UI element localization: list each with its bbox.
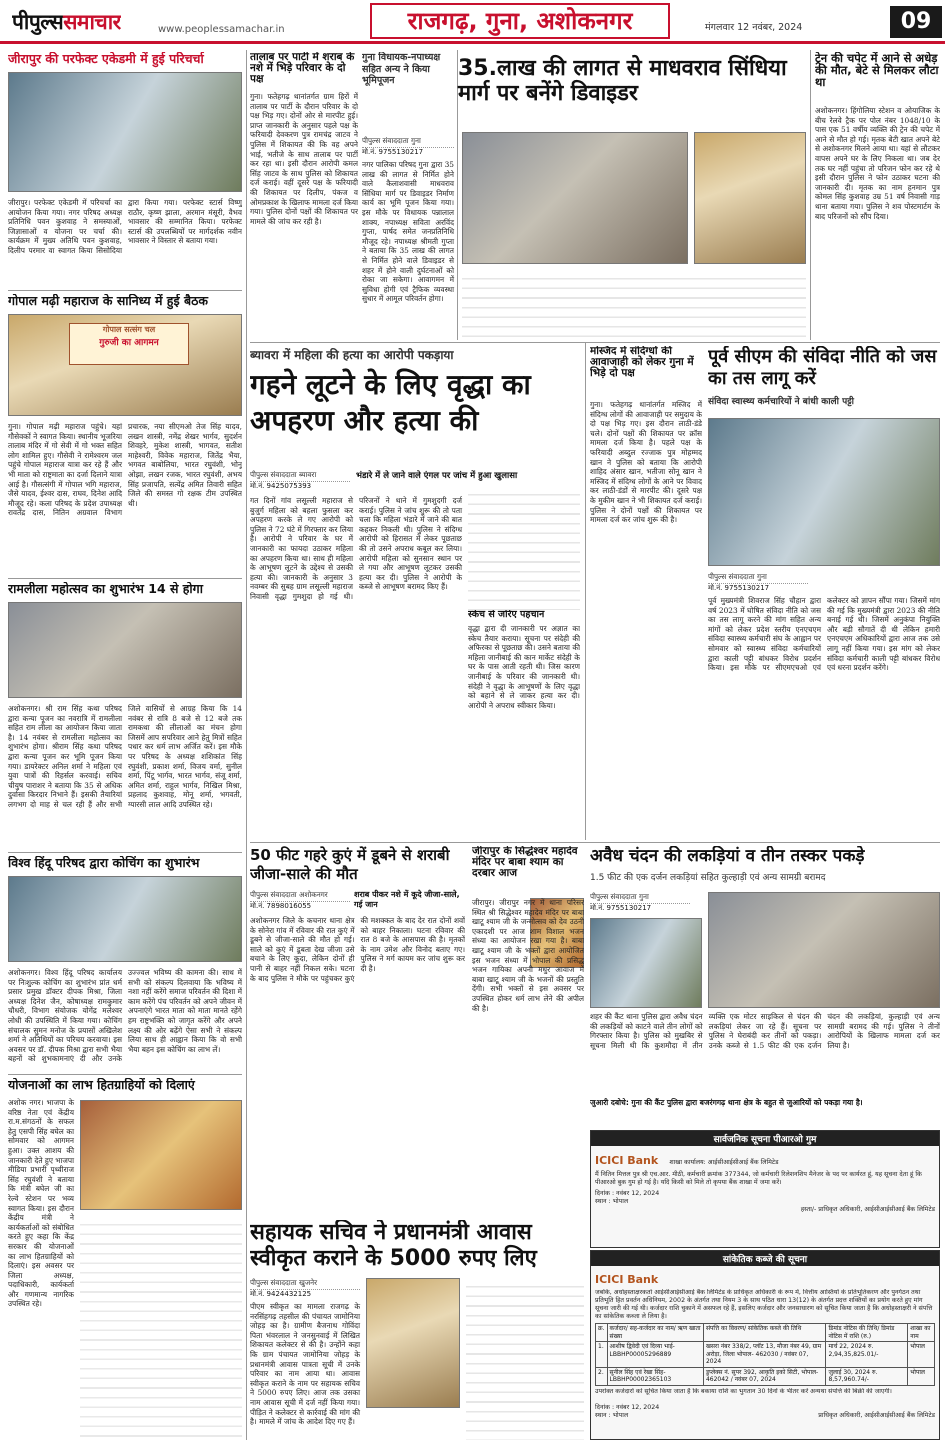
table-cell: भोपाल [908,1342,935,1368]
table-header: क्र. [596,1324,608,1342]
news-photo [462,132,688,264]
headline: ट्रेन की चपेट में आने से अधेड़ की मौत, बेटे से मिलकर लौटा था [815,52,939,90]
headline: गहने लूटने के लिए वृद्धा का अपहरण और हत्या की [250,368,531,437]
headline: जीरापुर के सिद्धेश्वर महादेव मंदिर पर बाबा श्याम का दरबार आज [472,846,578,880]
subhead: शराब पीकर नशे में कूदे जीजा-साले, गई जान [354,890,460,909]
byline: पीपुल्स संवाददाता अशोकनगर [250,890,350,902]
photo-banner-text: गुरुजी का आगमन [99,338,159,348]
notice-signature: हस्ता/- प्राधिकृत अधिकारी, आईसीआईसीआई बैंक लिमिटेड [800,1206,935,1213]
article-ramlila [8,582,242,850]
byline: पीपुल्स संवाददाता खुजनेर [250,1278,360,1290]
table-cell: 2. [596,1367,608,1385]
article-body: जीरापुर। जीरापुर नगर में थाना परिसर स्थित श्री सिद्धेश्वर महादेव मंदिर पर बाबा खाटू श्याम जी के जन्मोत्सव को देव उठनी एकादशी पर आज शाम विशाल भजन संध्या का आयोजन रखा गया है। बाबा खाटू श्याम जी के भक्तों द्वारा आयोजित इस भजन संध्या में भोपाल की प्रसिद्ध भजन गायिका अपनी मधुर आवाज में बाबा खाटू श्याम जी के भजनों की प्रस्तुति देंगी। सभी भक्तों से इस अवसर पर उपस्थित होकर धर्म लाभ लेने की अपील की है। [472,898,584,1013]
news-photo [708,418,940,566]
headline: अवैध चंदन की लकड़ियां व तीन तस्कर पकड़े [590,846,865,866]
table-cell: आशीष द्विवेदी एवं दिव्या भाई- LBBHP00005296889 [607,1342,703,1368]
table-header: शाखा का नाम [908,1324,935,1342]
headline: योजनाओं का लाभ हितग्राहियों को दिलाएं [8,1078,195,1092]
article-samvida-niti [708,346,940,840]
article-sahayak-sachiv [250,1220,584,1440]
notice-date: दिनांक : नवंबर 12, 2024 [595,1190,660,1197]
article-train-accident [815,52,940,340]
mobile-number: मो.नं. 9755130217 [590,904,652,912]
table-cell: डुप्लेक्स नं. सुपर 392, आकृति इको सिटी, भोपाल- 462042 / नवंबर 07, 2024 [703,1367,825,1385]
notice-date: दिनांक : नवंबर 12, 2024 [595,1403,660,1411]
news-photo [80,1100,242,1210]
bank-logo: ICICI Bank [595,1154,659,1167]
article-vhp-coaching [8,856,242,1072]
article-talab-party [250,52,358,340]
article-body: अशोक नगर। भाजपा के वरिष्ठ नेता एवं केंद्रीय रा.म.संगठनों के सफल हेतु एसपी सिंह बघेल का सोमवार को आगमन हुआ। उक्त आशय की जानकारी देते हुए भाजपा मीडिया प्रभारी पृथ्वीराज सिंह रघुवंशी ने बताया कि मंत्री बघेल जी का रेल्वे स्टेशन पर भव्य स्वागत किया। इस दौरान केंद्रीय मंत्री ने कार्यकर्ताओं को संबोधित करते हुए कहा कि केंद्र सरकार की योजनाओं का लाभ हितग्राहियों को दिलाएं। इस अवसर पर जिला अध्यक्ष, पदाधिकारी, कार्यकर्ता और गणमान्य नागरिक उपस्थित रहे। [8,1098,74,1309]
page-number: 09 [890,6,942,38]
article-body: अशोकनगर। विश्व हिंदू परिषद कार्यालय पर निःशुल्क कोचिंग का शुभारंभ प्रांत धर्म प्रसार प्रमुख डॉक्टर दीपक मिश्रा, जिला अध्यक्ष दिनेश जैन, कोषाध्यक्ष रामकुमार चौधरी, विभाग संयोजक योगेंद्र मलेश्वर लोधी की उपस्थिति में किया गया। कोचिंग संचालक सुमन मनोज के प्रयासों अखिलेश शर्मा ने अतिथियों का परिचय करवाया। इस अवसर पर डॉ. दीपक मिश्रा द्वारा सभी भैया बहनों को शुभकामनाएं दी और उनके उज्ज्वल भविष्य की कामना की। साथ में सभी को संकल्प दिलवाया कि भविष्य में नशा नहीं करेंगे समाज परिवर्तन की दिशा में काम करेंगे पंच परिवर्तन को अपने जीवन में अपनाएंगे भारत माता को माता मानते रहेंगे हम राष्ट्रभक्ति को जागृत करेंगे और अपने लक्ष्य की ओर बढ़ेंगे ऐसा सभी ने संकल्प लिया साथ ही आह्वान किया कि वो सभी भैया बहन इस कोचिंग का लाभ लें। [8,968,242,1064]
masthead [0,0,945,44]
article-body: गुना। फतेहगढ़ थानांतर्गत ग्राम हिरों में तालाब पर पार्टी के दौरान परिवार के दो पक्ष भिड़ गए। दोनों ओर से मारपीट हुई। प्राप्त जानकारी के अनुसार पहले पक्ष के फरियादी देवकरण पुत्र रामचंद्र जाटव ने पुलिस में शिकायत की कि वह अपने भाई, भतीजे के साथ तालाब पर पार्टी कर रहा था। इसी दौरान आरोपी कमल सिंह जाटव के साथ पुलिस को शिकायत दर्ज कराई। वहीं दूसरे पक्ष के फरियादी की शिकायत पर दिलीप, पंकज व ओमप्रकाश के खिलाफ मामला दर्ज किया गया। पुलिस दोनों पक्षों की शिकायत पर मामले की जांच कर रही है। [250,92,358,226]
byline: पीपुल्स संवाददाता ब्यावरा [250,470,350,482]
news-photo [708,892,940,1008]
article-body: पूर्व मुख्यमंत्री शिवराज सिंह चौहान द्वारा वर्ष 2023 में घोषित संविदा नीति को जस का तस लागू करने की मांग सहित अन्य मांगों को लेकर प्रदेश स्तरीय एनएचएम संविदा स्वास्थ्य कर्मचारी संघ के आह्वान पर सोमवार को स्वास्थ्य संविदा कर्मचारियों द्वारा काली पट्टी बांधकर विरोध प्रदर्शन किया। इस मौके पर सीएमएचओ एवं कलेक्टर को ज्ञापन सौंपा गया। जिसमें मांग की गई कि मुख्यमंत्री द्वारा 2023 की नीति बनाई गई थी। जिसमें अनुकंपा नियुक्ति और बड़ी सौगातें दी थी लेकिन हमारी एनएचएम अधिकारियों द्वारा आज तक उसे लागू नहीं किया गया। इस मांग को लेकर संविदा कर्मचारी काली पट्टी बांधकर विरोध एवं धरना प्रदर्शन करेंगे। [708,596,940,673]
headline: स्केच से जरिए पहचान [468,610,545,620]
bank-office: शाखा कार्यालय: आईसीआईसीआई बैंक लिमिटेड [669,1159,779,1166]
news-photo [8,602,242,698]
article-body: अशोकनगर जिले के कचनार थाना क्षेत्र के सोनेरा गांव में रविवार की रात कुएं में डूबने से जीजा-साले की मौत हो गई। साले को कुएं में डूबता देख जीजा उसे बचाने के लिए कूदा, लेकिन दोनों ही पानी से बाहर नहीं निकल सके। घटना के बाद पुलिस ने मौके पर पहुंचकर कुएं की मशक्कत के बाद देर रात दोनों शवों को बाहर निकाला। घटना रविवार की रात 8 बजे के आसपास की है। मृतकों के नाम उमेश और विनोद बताए गए। पुलिस ने मर्ग कायम कर जांच शुरू कर दी है। [250,916,465,983]
table-header-row [596,1324,935,1342]
photo-banner-text: गोपाल सत्संग चल [102,325,156,334]
article-chandan-taskar [590,846,940,1096]
news-photo [8,876,242,962]
text-filler [462,270,806,342]
article-body: गत दिनों गांव लसूल्ली महाराज से बुजुर्ग महिला को बहला फुसला कर अपहरण करके ले गए आरोपी को पुलिस ने 72 घंटे में गिरफ्तार कर लिया है। आरोपी ने परिवार के घर में जानकारी का फायदा उठाकर महिला का अपहरण किया था। साथ ही महिला के आभूषण लूटने के उद्देश्य से उसकी हत्या की। जानकारी के अनुसार 3 नवम्बर की सुबह ग्राम लसूल्ली महाराज निवासी वृद्धा गुमशुदा हो गई थी। परिजनों ने थाने में गुमशुदगी दर्ज कराई। पुलिस ने जांच शुरू की तो पता चला कि महिला भंडारे में जाने की बात कहकर निकली थी। पुलिस ने संदिग्ध आरोपी को हिरासत में लेकर पूछताछ की तो उसने अपराध कबूल कर लिया। आरोपी महिला को सुनसान स्थान पर ले गया और आभूषण लूटकर उसकी हत्या कर दी। पुलिस ने आरोपी के कब्जे से आभूषण बरामद किए हैं। [250,496,462,601]
byline: पीपुल्स संवाददाता गुना [362,136,454,148]
mobile-number: मो.नं. 9755130217 [362,148,424,156]
article-body: शहर की कैंट थाना पुलिस द्वारा अवैध चंदन की लकड़ियों को काटने वाले तीन लोगों को गिरफ्तार किया है। पुलिस को मुखबिर से सूचना मिली थी कि कुशमौदा में तीन व्यक्ति एक मोटर साइकिल से चंदन की लकड़ियां लेकर जा रहे हैं। सूचना पर पुलिस ने घेराबंदी कर तीनों को पकड़ा। उनके कब्जे से 1.5 फीट की एक दर्जन चंदन की लकड़ियां, कुल्हाड़ी एवं अन्य सामग्री बरामद की गई। पुलिस ने तीनों आरोपियों के खिलाफ मामला दर्ज कर लिया है। [590,1012,940,1050]
bank-logo: ICICI Bank [595,1273,659,1286]
public-notice-possession [590,1250,940,1440]
region-heading: राजगढ़, गुना, अशोकनगर [370,3,670,39]
table-cell: खसरा नंबर 338/2, प्लॉट 13, मौजा नंबर 49, ग्राम अरोड़ा, जिला भोपाल- 462030 / नवंबर 07, 2024 [703,1342,825,1368]
article-gopal-madhi [8,294,242,574]
news-photo [366,1278,460,1408]
article-masjid [590,346,702,840]
table-cell: मार्च 22, 2024 रु. 2,94,35,825.01/- [826,1342,908,1368]
article-divider [362,52,806,342]
issue-date: मंगलवार 12 नवंबर, 2024 [705,22,803,33]
public-notice-pro [590,1130,940,1248]
article-body: जीरापुर। परफेक्ट एकेडमी में परिचर्चा का आयोजन किया गया। नगर परिषद अध्यक्ष प्रतिनिधि पवन कुशवाह ने समस्याओं, जिज्ञासाओं व योजना पर चर्चा की। कार्यक्रम में मुख्य अतिथि पवन कुशवाह, दिलीप परमार वा स्वागत किया सिसोदिया द्वारा किया गया। परफेक्ट स्टार्स विष्णु राठौर, कृष्ण झाला, अरमान मंसूरी, वैभव भावसार की सम्मानित किया। परफेक्ट स्टार्स की उपलब्धियों पर मार्गदर्शक नवीन भावसार ने विस्तार से बताया गया। [8,198,242,255]
table-cell: सुनील सिंह एवं रेखा सिंह- LBBHP00002365103 [607,1367,703,1385]
mobile-number: मो.नं. 9755130217 [708,584,770,592]
notice-title: सार्वजनिक सूचना पीआरओ गुम [591,1131,939,1146]
photo-caption: जुआरी दबोचे: गुना की कैंट पुलिस द्वारा बजरंगगढ़ थाना क्षेत्र के बहुत से जुआरियों को पकड़ा गया है। [590,1098,863,1107]
table-header: डिमांड नोटिस की तिथि/ डिमांड नोटिस में राशि (रु.) [826,1324,908,1342]
news-photo [694,132,806,264]
headline: विश्व हिंदू परिषद द्वारा कोचिंग का शुभारंभ [8,856,200,870]
headline: तालाब पर पार्टी में शराब के नशे में भिड़े परिवार के दो पक्ष [250,52,355,86]
notice-signature: प्राधिकृत अधिकारी, आईसीआईसीआई बैंक लिमिटेड [818,1411,935,1419]
headline: 35.लाख की लागत से माधवराव सिंधिया मार्ग पर बनेंगे डिवाइडर [458,56,787,106]
kicker: ब्यावरा में महिला की हत्या का आरोपी पकड़ाया [250,348,454,362]
possession-table [595,1323,935,1386]
notice-footer: उपरोक्त कर्जदारों को सूचित किया जाता है कि बकाया राशि का भुगतान 30 दिनों के भीतर करें अन्यथा संपत्ति की बिक्री की जाएगी। [595,1387,892,1395]
article-baba-shyam [472,846,584,1216]
article-yojana-labh [8,1078,242,1440]
headline: रामलीला महोत्सव का शुभारंभ 14 से होगा [8,582,203,596]
article-body: नगर पालिका परिषद गुना द्वारा 35 लाख की लागत से निर्मित होने वाले कैलाशवासी माधवराव सिंधिया मार्ग पर डिवाइडर निर्माण कार्य का भूमि पूजन किया गया। इस मौके पर विधायक पन्नालाल शाक्य, नपाध्यक्ष सविता अरविंद गुप्ता, पार्षद समेत जनप्रतिनिधि मौजूद रहे। नपाध्यक्ष श्रीमती गुप्ता ने बताया कि 35 लाख की लागत से निर्मित होने वाले डिवाइडर से शहर में होने वाली दुर्घटनाओं को रोका जा सकेगा। आवागमन में सुविधा होगी एवं ट्रैफिक व्यवस्था सुधार में आमूल परिवर्तन होगा। [362,160,454,304]
mobile-number: मो.नं. 9425075393 [250,482,312,490]
article-perfect-academy [8,52,242,290]
mobile-number: मो.नं. 7898016055 [250,902,312,910]
news-photo [8,314,242,416]
article-body: अशोकनगर। श्री राम सिंह कथा परिषद द्वारा कन्या पूजन का नवरात्रि में रामलीला सहित राम लीला का आयोजन किया जाता है। 14 नवंबर से रामलीला महोत्सव का शुभारंभ होगा। श्रीराम सिंह कथा परिषद द्वारा कन्या पूजन कर भूमि पूजन किया गया। डायरेक्टर अनिल शर्मा ने महिला एवं युवा पात्रों की रिहर्सल करवाई। सचिव चीयुष पाराशर ने बताया कि 35 से अधिक दुर्वासा किरदार निभाने हैं। इसकी तैयारियां लगभग दो माह से चल रही हैं और सभी जिले वासियों से आग्रह किया कि 14 नवंबर से रात्रि 8 बजे से 12 बजे तक रामकथा की लीलाओं का मंचन होगा जिसमें आप सपरिवार आने हेतु मित्रों सहित पधार कर धर्म लाभ अर्जित करें। इस मौके पर परिषद के अध्यक्ष शशिकांत सिंह रघुवंशी, प्रकाश शर्मा, विजय वर्मा, सुनील शर्मा, पिंटू भार्गव, भारत भार्गव, संजू शर्मा, अमित शर्मा, राहुल भार्गव, निखिल मिश्रा, प्रहलाद कुशवाह, मोनू शर्मा, भगवती, ग्यारसी लाल आदि उपस्थित रहे। [8,704,242,809]
headline: पूर्व सीएम की संविदा नीति को जस का तस लागू करें [708,346,937,389]
table-cell: भोपाल [908,1367,935,1385]
headline: गोपाल मढ़ी महाराज के सानिध्य में हुई बैठक [8,294,208,308]
table-cell: जुलाई 30, 2024 रु. 8,57,960.74/- [826,1367,908,1385]
article-body: पीएम स्वीकृत का मामला राजगढ़ के नरसिंहगढ़ तहसील की पंचायत जामोनिया जोहड़ का है। ग्रामीण बैजनाथ गोविंदा पिता भंवरलाल ने जनसुनवाई में लिखित शिकायत कलेक्टर से की है। उन्होंने कहा कि ग्राम पंचायत जामोनिया जोहड़ के प्रधानमंत्री आवास पात्रता सूची में उनके परिवार का नाम आया था। आवास स्वीकृत कराने के नाम पर सहायक सचिव ने 5000 रुपए लिए। आज तक उसका नाम आवास सूची में दर्ज नहीं किया गया। पीड़ित ने कलेक्टर से कार्रवाई की मांग की है। मामले में जांच के आदेश दिए गए हैं। [250,1302,360,1427]
notice-place: स्थान : भोपाल [595,1411,629,1419]
table-row [596,1367,935,1385]
notice-title: सांकेतिक कब्जे की सूचना [591,1251,939,1266]
website-url[interactable]: www.peoplessamachar.in [158,24,285,35]
table-header: संपत्ति का विवरण/ सांकेतिक कब्जे की तिथि [703,1324,825,1342]
table-cell: 1. [596,1342,608,1368]
newspaper-logo: पीपुल्ससमाचार [12,10,121,34]
headline: जीरापुर की परफेक्ट एकेडमी में हुई परिचर्चा [8,52,204,66]
headline: सहायक सचिव ने प्रधानमंत्री आवास स्वीकृत कराने के 5000 रुपए लिए [250,1220,537,1271]
text-filler [80,1216,242,1440]
article-kuan-doobna [250,846,465,1216]
article-sketch [468,610,580,836]
notice-body: मैं नितिन मित्तल पुत्र श्री एच.आर. मीठी, कर्मचारी क्रमांक 377344, जो कर्मचारी रिलेशनशिप मैनेजर के पद पर कार्यरत हूं, यह सूचना देता हूं कि पीआरओ बुक गुम हो गई है। यदि किसी को मिले तो कृपया बैंक शाखा में जमा करें। [595,1171,922,1186]
article-body: गुना। गोपाल मढ़ी महाराज पहुंचे। यहां गौसेवकों ने स्वागत किया। स्थानीय भूजरिया तालाब मंदिर में गो सेवी में गो भक्त सहित लोग शामिल हुए। गौसेवी ने रामेश्वरम जल पहुंचे गोपाल महाराज यात्रा कर रहे हैं और भी माता को राष्ट्रमाता का दर्जा दिलाने यात्रा आई है। गौसत्संगी में गोपाल भगि महाराज, जैसे यादव, ईश्वर दास, राघव, दिनेश आदि मौजूद रहे। कला परिषद के प्रदेश उपाध्यक्ष रावर्तेंद्र दास, नितिन अग्रवाल विभाग प्रचारक, नया सीएमओ तेज सिंह यादव, लखन शास्त्री, नमेंद्र शेखर भार्गव, सुदर्शन शिवहरे, मुकेश शास्त्री, भागवत, सतीश माहेश्वरी, विवेक महाराज, जितेंद्र भैया, भगवत बाबोलिया, भारत रघुवंशी, भोनू ओझा, लखन रजक, भारत रघुवंशी, अभय सिंह प्रजापति, सत्येंद्र अमित तिवारी सहित जिले की समस्त गो रक्षक टीम उपस्थित थी। [8,422,242,518]
news-photo [8,72,242,192]
subtitle: संविदा स्वास्थ्य कर्मचारियों ने बांधी काली पट्टी [708,397,854,407]
kicker: गुना विधायक-नपाध्यक्ष सहित अन्य ने किया भूमिपूजन [362,52,441,86]
table-row [596,1342,935,1368]
headline: मस्जिद में संदिग्धों की आवाजाही को लेकर गुना में भिड़े दो पक्ष [590,346,694,380]
mobile-number: मो.नं. 9424432125 [250,1290,312,1298]
subtitle: 1.5 फीट की एक दर्जन लकड़ियां सहित कुल्हाड़ी एवं अन्य सामग्री बरामद [590,873,826,883]
byline: पीपुल्स संवाददाता गुना [708,572,808,584]
table-header: कर्जदार/ सह-कर्जदार का नाम/ ऋण खाता संख्या [607,1324,703,1342]
news-photo [590,918,702,1008]
subhead: भंडारे में ले जाने वाले एंगल पर जांच में हुआ खुलासा [356,471,518,481]
byline: पीपुल्स संवाददाता गुना [590,892,690,904]
notice-place: स्थान : भोपाल [595,1198,629,1205]
article-body: गुना। फतेहगढ़ थानांतर्गत मस्जिद में संदिग्ध लोगों की आवाजाही पर समुदाय के दो पक्ष भिड़ गए। इस दौरान लाठी-डंडे चले। दोनों पक्षों की शिकायत पर क्रॉस मामला दर्ज किया है। पहले पक्ष के फरियादी अब्दुल रज्जाक पुत्र मोहम्मद खान ने पुलिस को बताया कि आरोपी शाहिद अंसार खान, भतीजा सोनू खान ने मस्जिद में संदिग्ध लोगों के आने पर विवाद कर लाठी-डंडों से मारपीट की। दूसरे पक्ष के मुकीम खान ने भी शिकायत दर्ज कराई। पुलिस ने दोनों पक्षों की शिकायत पर मामला दर्ज कर जांच शुरू की है। [590,400,702,525]
article-body: वृद्धा द्वारा दी जानकारी पर अज्ञात का स्केच तैयार कराया। सूचना पर संदेही की अफिरका से पूछताछ की। उसने बताया की महिला जानीबाई की कान मार्केट संदेही के घर के पास आती रहती थी। जिस कारण जानीबाई के परिवार की जानकारी थी। संदेही ने वृद्धा के आभूषणों के लिए वृद्धा को बहाने से ले जाकर हत्या कर दी। आरोपी ने अपराध स्वीकार किया। [468,624,580,710]
headline: 50 फीट गहरे कुएं में डूबने से शराबी जीजा-साले की मौत [250,846,450,883]
notice-body: जबकि, अधोहस्ताक्षरकर्ता आईसीआईसीआई बैंक लिमिटेड के प्राधिकृत अधिकारी के रूप में, वित्तीय आस्तियों के प्रतिभूतिकरण और पुनर्गठन तथा प्रतिभूति हित प्रवर्तन अधिनियम, 2002 के अंतर्गत तथा नियम 3 के साथ पठित धारा 13(12) के अंतर्गत प्रदत्त शक्तियों का प्रयोग करते हुए मांग सूचना जारी की गई थी। कर्जदार राशि चुकाने में असफल रहे हैं, इसलिए कर्जदार और जनसाधारण को सूचित किया जाता है कि अधोहस्ताक्षरी ने संपत्ति का सांकेतिक कब्जा ले लिया है। [595,1289,933,1320]
article-body: अशोकनगर। हिंगोलिया स्टेशन व ओयाजिक के बीच रेलवे ट्रैक पर पोल नंबर 1048/10 के पास एक 51 वर्षीय व्यक्ति की ट्रेन की चपेट में आने से मौत हो गई। मृतक बेटी खात अपने बेटे से अशोकनगर मिलने आया था। यहां से लौटकर वापस अपने घर के लिए निकला था। जब देर तक घर नहीं पहुंचा तो परिजन फोन कर रहे थे इसी दौरान पुलिस ने फोन उठाकर घटना की जानकारी दी। मृतक का नाम हनमान पुत्र कोमल सिंह कुशवाह उम्र 51 वर्ष निवासी गाड़ थाना बताया गया। पुलिस ने शव पोस्टमार्टम के बाद परिजनों को सौंप दिया। [815,106,940,221]
text-filler [466,1278,584,1440]
